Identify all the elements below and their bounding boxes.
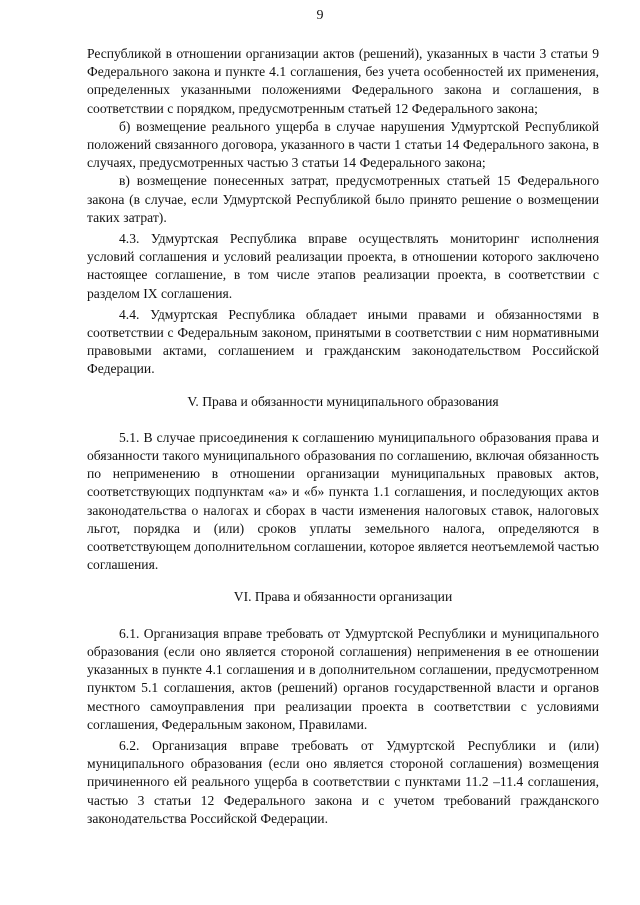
paragraph-4-4: 4.4. Удмуртская Республика обладает иными правами и обязанностями в соответствии с Федеральным законом, принятыми в соответствии с ним нормативными правовыми актами, соглашением и гражданским законодательством Российской Федерации. [87,306,599,377]
paragraph-continuation: Республикой в отношении организации актов (решений), указанных в части 3 статьи 9 Федерального закона и пункте 4.1 соглашения, без учета особенностей их применения, определенных указанными положениями Федерального закона и соглашения, в соответствии с порядком, предусмотренным статьей 12 Федерального закона; [87,46,599,116]
page-number: 9 [316,8,324,23]
paragraph-6-1: 6.1. Организация вправе требовать от Удмуртской Республики и муниципального образования (если оно является стороной соглашения) неприменения в ее отношении указанных в пункте 4.1 соглашения и в дополнительном соглашении, предусмотренном пунктом 5.1 соглашения, актов (решений) органов государственной власти и органов местного самоуправления при реализации проекта в соответствии с условиями соглашения, Федеральным законом, Правилами. [87,625,599,732]
paragraph-6-2: 6.2. Организация вправе требовать от Удмуртской Республики и (или) муниципального образования (если оно является стороной соглашения) возмещения причиненного ей реального ущерба в соответствии с пунктами 11.2 –11.4 соглашения, частью 3 статьи 12 Федерального закона и с учетом требований гражданского законодательства Российской Федерации. [87,737,599,826]
paragraph-4-3: 4.3. Удмуртская Республика вправе осуществлять мониторинг исполнения условий соглашения и условий реализации проекта, в отношении которого заключено настоящее соглашение, в том числе этапов реализации проекта, в соответствии с разделом IX соглашения. [87,231,599,301]
section-vi-heading: VI. Права и обязанности организации [233,589,453,605]
paragraph-item-b: б) возмещение реального ущерба в случае нарушения Удмуртской Республикой положений связанного договора, указанного в части 1 статьи 14 Федерального закона, в случаях, предусмотренных частью 3 статьи 14 Федерального закона; [87,118,599,171]
section-v-heading: V. Права и обязанности муниципального образования [187,393,499,409]
paragraph-5-1: 5.1. В случае присоединения к соглашению муниципального образования права и обязанности такого муниципального образования по соглашению, включая обязанность по неприменению в отношении организации муниципальных правовых актов, соответствующих подпунктам «а» и «б» пункта 1.1 соглашения, и последующих актов законодательства о налогах и сборах в части изменения налоговых ставок, налоговых льгот, порядка и (или) сроков уплаты земельного налога, определяются в соответствующем дополнительном соглашении, которое является неотъемлемой частью соглашения. [87,429,599,573]
document-body [87,45,599,828]
paragraph-item-v: в) возмещение понесенных затрат, предусмотренных статьей 15 Федерального закона (в случае, если Удмуртской Республикой было принято решение о возмещении таких затрат). [87,173,599,225]
